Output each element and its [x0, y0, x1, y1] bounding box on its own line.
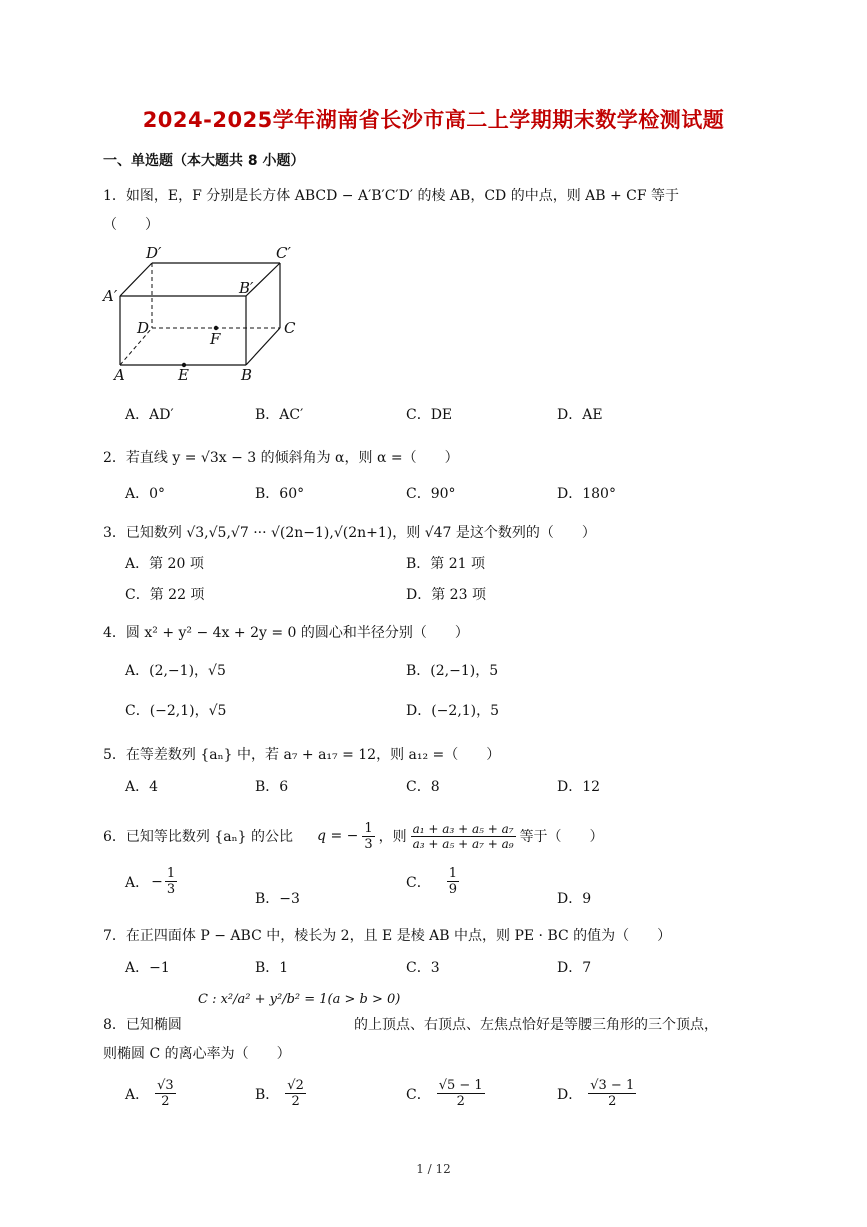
q8-stem-c: 则椭圆 C 的离心率为（ ）: [103, 1046, 291, 1062]
cuboid-figure: [100, 240, 310, 388]
q8-option-d-num: √3 − 1: [590, 1078, 635, 1093]
question-5-stem: 5．在等差数列 {aₙ} 中，若 a₇ + a₁₇ = 12，则 a₁₂ =（ ）: [103, 747, 501, 763]
q2-option-d[interactable]: D．180°: [557, 486, 616, 502]
q8-option-b-fraction: [285, 1078, 306, 1109]
q4-option-c[interactable]: C．(−2,1)，√5: [125, 703, 227, 719]
q6-option-a[interactable]: [125, 866, 177, 897]
page-title: 2024-2025学年湖南省长沙市高二上学期期末数学检测试题: [142, 108, 725, 132]
label-e: E: [178, 366, 189, 384]
q6-option-c-num: 1: [448, 866, 457, 881]
q5-option-a[interactable]: A．4: [125, 779, 159, 795]
q6-option-c-label: C．: [406, 874, 431, 891]
label-a: A: [114, 366, 125, 384]
q6-q-fraction: [362, 821, 374, 852]
q6-option-a-sign: −: [151, 873, 163, 890]
q3-option-c[interactable]: C．第 22 项: [125, 587, 205, 603]
q8-stem-b: 的上顶点、右顶点、左焦点恰好是等腰三角形的三个顶点，: [354, 1017, 718, 1033]
q6-ratio-den: a₃ + a₅ + a₇ + a₉: [412, 836, 514, 851]
q8-option-b-label: B．: [255, 1086, 280, 1103]
q8-option-c-num: √5 − 1: [438, 1078, 483, 1093]
q1-option-a[interactable]: A．AD′: [125, 407, 174, 423]
question-1-paren: （ ）: [103, 217, 159, 233]
q6-ratio-fraction: [411, 822, 516, 851]
q7-option-c[interactable]: C．3: [406, 960, 440, 976]
q6-q-num: 1: [364, 820, 373, 836]
label-b: B: [241, 366, 253, 384]
q4-option-b[interactable]: B．(2,−1)，5: [406, 663, 499, 679]
q5-option-c[interactable]: C．8: [406, 779, 440, 795]
q6-option-c-den: 9: [448, 882, 457, 897]
q8-option-d-fraction: [588, 1078, 636, 1109]
q8-option-d-den: 2: [608, 1094, 617, 1109]
section-heading: 一、单选题（本大题共 8 小题）: [103, 153, 305, 169]
q8-option-a-label: A．: [125, 1086, 150, 1103]
question-2-stem: 2．若直线 y = √3x − 3 的倾斜角为 α，则 α =（ ）: [103, 450, 459, 466]
q6-ratio-num: a₁ + a₃ + a₅ + a₇: [412, 821, 514, 836]
question-6-stem: [103, 806, 604, 866]
q6-option-a-num: 1: [166, 866, 176, 881]
q2-option-b[interactable]: B．60°: [255, 486, 305, 502]
q8-option-d-label: D．: [557, 1086, 583, 1103]
q3-option-d[interactable]: D．第 23 项: [406, 587, 486, 603]
q6-option-d[interactable]: D．9: [557, 891, 592, 907]
q7-option-d[interactable]: D．7: [557, 960, 592, 976]
question-1-stem: 1．如图，E，F 分别是长方体 ABCD − A′B′C′D′ 的棱 AB，CD 的中点，则 AB + CF 等于: [103, 188, 680, 204]
q3-option-a[interactable]: A．第 20 项: [125, 556, 204, 572]
q6-option-a-label: A．: [125, 874, 150, 891]
q8-option-c-label: C．: [406, 1086, 431, 1103]
q1-option-b[interactable]: B．AC′: [255, 407, 304, 423]
label-c: C: [284, 319, 296, 337]
q2-option-a[interactable]: A．0°: [125, 486, 166, 502]
q8-option-c-den: 2: [456, 1094, 465, 1109]
label-f: F: [210, 330, 221, 348]
label-d-prime: D′: [146, 244, 162, 262]
q8-option-a-den: 2: [161, 1094, 170, 1109]
q5-option-d[interactable]: D．12: [557, 779, 601, 795]
q8-stem-a: 8．已知椭圆: [103, 1017, 182, 1033]
q6-stem-c: 等于（ ）: [519, 829, 604, 845]
q8-option-c-fraction: [437, 1078, 485, 1109]
q8-option-c[interactable]: [406, 1078, 485, 1109]
q6-option-b[interactable]: B．−3: [255, 891, 300, 907]
q4-option-d[interactable]: D．(−2,1)，5: [406, 703, 500, 719]
q3-option-b[interactable]: B．第 21 项: [406, 556, 486, 572]
label-b-prime: B′: [239, 279, 254, 297]
question-3-stem: 3．已知数列 √3,√5,√7 ··· √(2n−1),√(2n+1)，则 √47 是这个数列的（ ）: [103, 525, 596, 541]
q8-option-b[interactable]: [255, 1078, 306, 1109]
q8-option-a[interactable]: [125, 1078, 176, 1109]
q6-option-c[interactable]: [406, 866, 459, 897]
q2-option-c[interactable]: C．90°: [406, 486, 456, 502]
q6-stem-b: ，则: [378, 829, 407, 845]
q8-option-a-num: √3: [157, 1078, 174, 1093]
q8-option-b-den: 2: [291, 1094, 300, 1109]
question-7-stem: 7．在正四面体 P − ABC 中，棱长为 2，且 E 是棱 AB 中点，则 PE · BC 的值为（ ）: [103, 928, 672, 944]
q8-option-d[interactable]: [557, 1078, 636, 1109]
q8-ellipse-equation: C : x²/a² + y²/b² = 1(a > b > 0): [198, 992, 401, 1007]
q6-q-den: 3: [364, 836, 373, 852]
q6-q-label: q = −: [317, 828, 359, 844]
label-d: D: [137, 319, 150, 337]
q6-option-a-fraction: [165, 866, 177, 897]
q6-stem-a: 6．已知等比数列 {aₙ} 的公比: [103, 829, 294, 845]
q4-option-a[interactable]: A．(2,−1)，√5: [125, 663, 226, 679]
q5-option-b[interactable]: B．6: [255, 779, 289, 795]
q1-option-c[interactable]: C．DE: [406, 407, 453, 423]
q7-option-b[interactable]: B．1: [255, 960, 289, 976]
page-number: 1 / 12: [416, 1162, 451, 1176]
q7-option-a[interactable]: A．−1: [125, 960, 170, 976]
question-4-stem: 4．圆 x² + y² − 4x + 2y = 0 的圆心和半径分别（ ）: [103, 625, 469, 641]
q8-option-a-fraction: [155, 1078, 176, 1109]
label-a-prime: A′: [103, 287, 118, 305]
q6-option-a-den: 3: [166, 882, 176, 897]
q6-option-c-fraction: [447, 866, 459, 897]
q1-option-d[interactable]: D．AE: [557, 407, 603, 423]
label-c-prime: C′: [276, 244, 291, 262]
q8-option-b-num: √2: [287, 1078, 304, 1093]
